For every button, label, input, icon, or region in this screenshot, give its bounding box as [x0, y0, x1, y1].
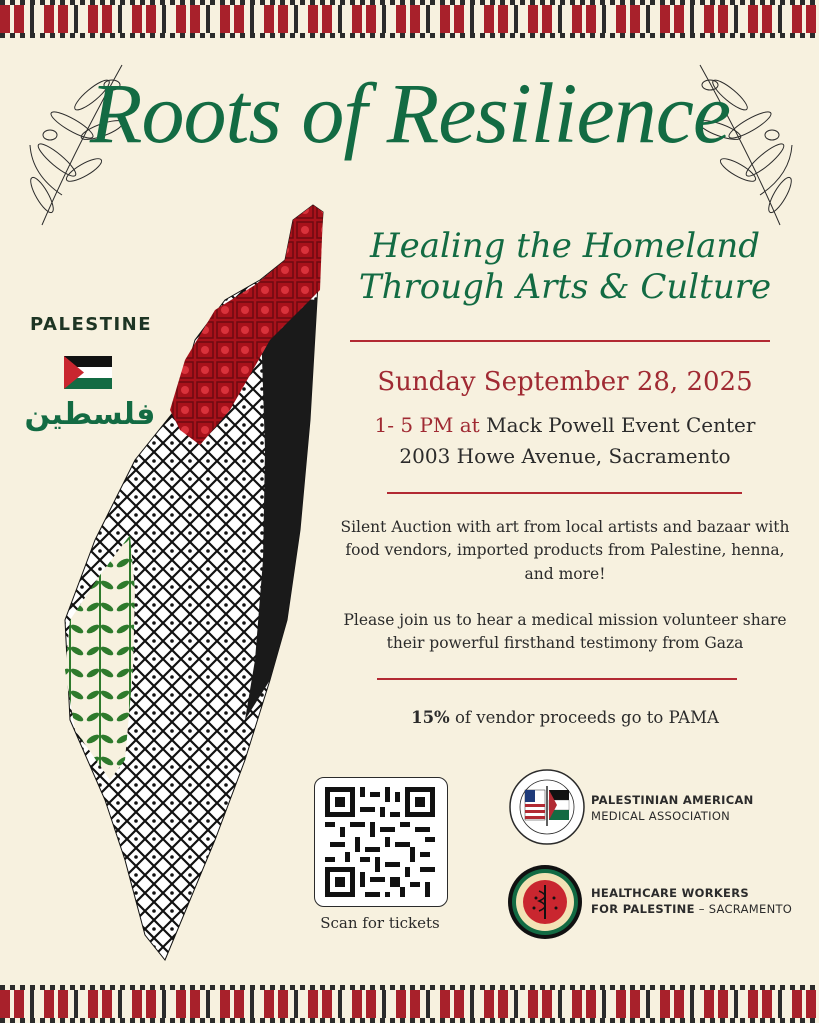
divider [377, 678, 737, 680]
ticket-qr-code[interactable] [314, 777, 448, 907]
proceeds-percent: 15% [411, 708, 450, 727]
hwfp-name [591, 886, 792, 917]
event-address: 2003 Howe Avenue, Sacramento [399, 444, 731, 468]
hwfp-logo [506, 863, 584, 941]
divider [387, 492, 742, 494]
event-title: Roots of Resilience [89, 65, 731, 161]
event-time-venue [345, 413, 785, 437]
hwfp-name-line-2 [591, 902, 792, 918]
palestine-map-illustration [55, 200, 330, 970]
palestine-label: PALESTINE [30, 314, 153, 335]
divider [350, 340, 770, 342]
bottom-tatreez-border [0, 985, 819, 1023]
pama-logo [508, 768, 586, 846]
testimony-description: Please join us to hear a medical mission volunteer share their powerful firsthand testimony from Gaza [343, 611, 787, 653]
subtitle-line-2: Through Arts & Culture [358, 267, 772, 308]
pama-name-line-2: MEDICAL ASSOCIATION [591, 808, 731, 823]
hwfp-name-line-2a: FOR PALESTINE [591, 901, 695, 916]
event-date: Sunday September 28, 2025 [377, 367, 753, 397]
arabic-palestine-label: فلسطين [24, 397, 156, 432]
auction-description: Silent Auction with art from local artists and bazaar with food vendors, imported products from Palestine, henna, and more! [340, 518, 790, 583]
top-tatreez-border [0, 0, 819, 38]
event-venue: Mack Powell Event Center [479, 413, 756, 437]
hwfp-name-line-2b: – SACRAMENTO [694, 901, 793, 916]
event-subtitle [345, 226, 785, 309]
qr-code-icon [325, 787, 435, 897]
subtitle-line-1: Healing the Homeland [369, 226, 761, 266]
qr-code-label: Scan for tickets [320, 914, 440, 932]
event-time: 1- 5 PM at [374, 413, 480, 437]
pama-name-line-1: PALESTINIAN AMERICAN [591, 793, 754, 807]
proceeds-text: of vendor proceeds go to PAMA [449, 708, 719, 727]
pama-name [591, 793, 754, 824]
proceeds-note [345, 708, 785, 727]
hwfp-name-line-1: HEALTHCARE WORKERS [591, 886, 749, 900]
